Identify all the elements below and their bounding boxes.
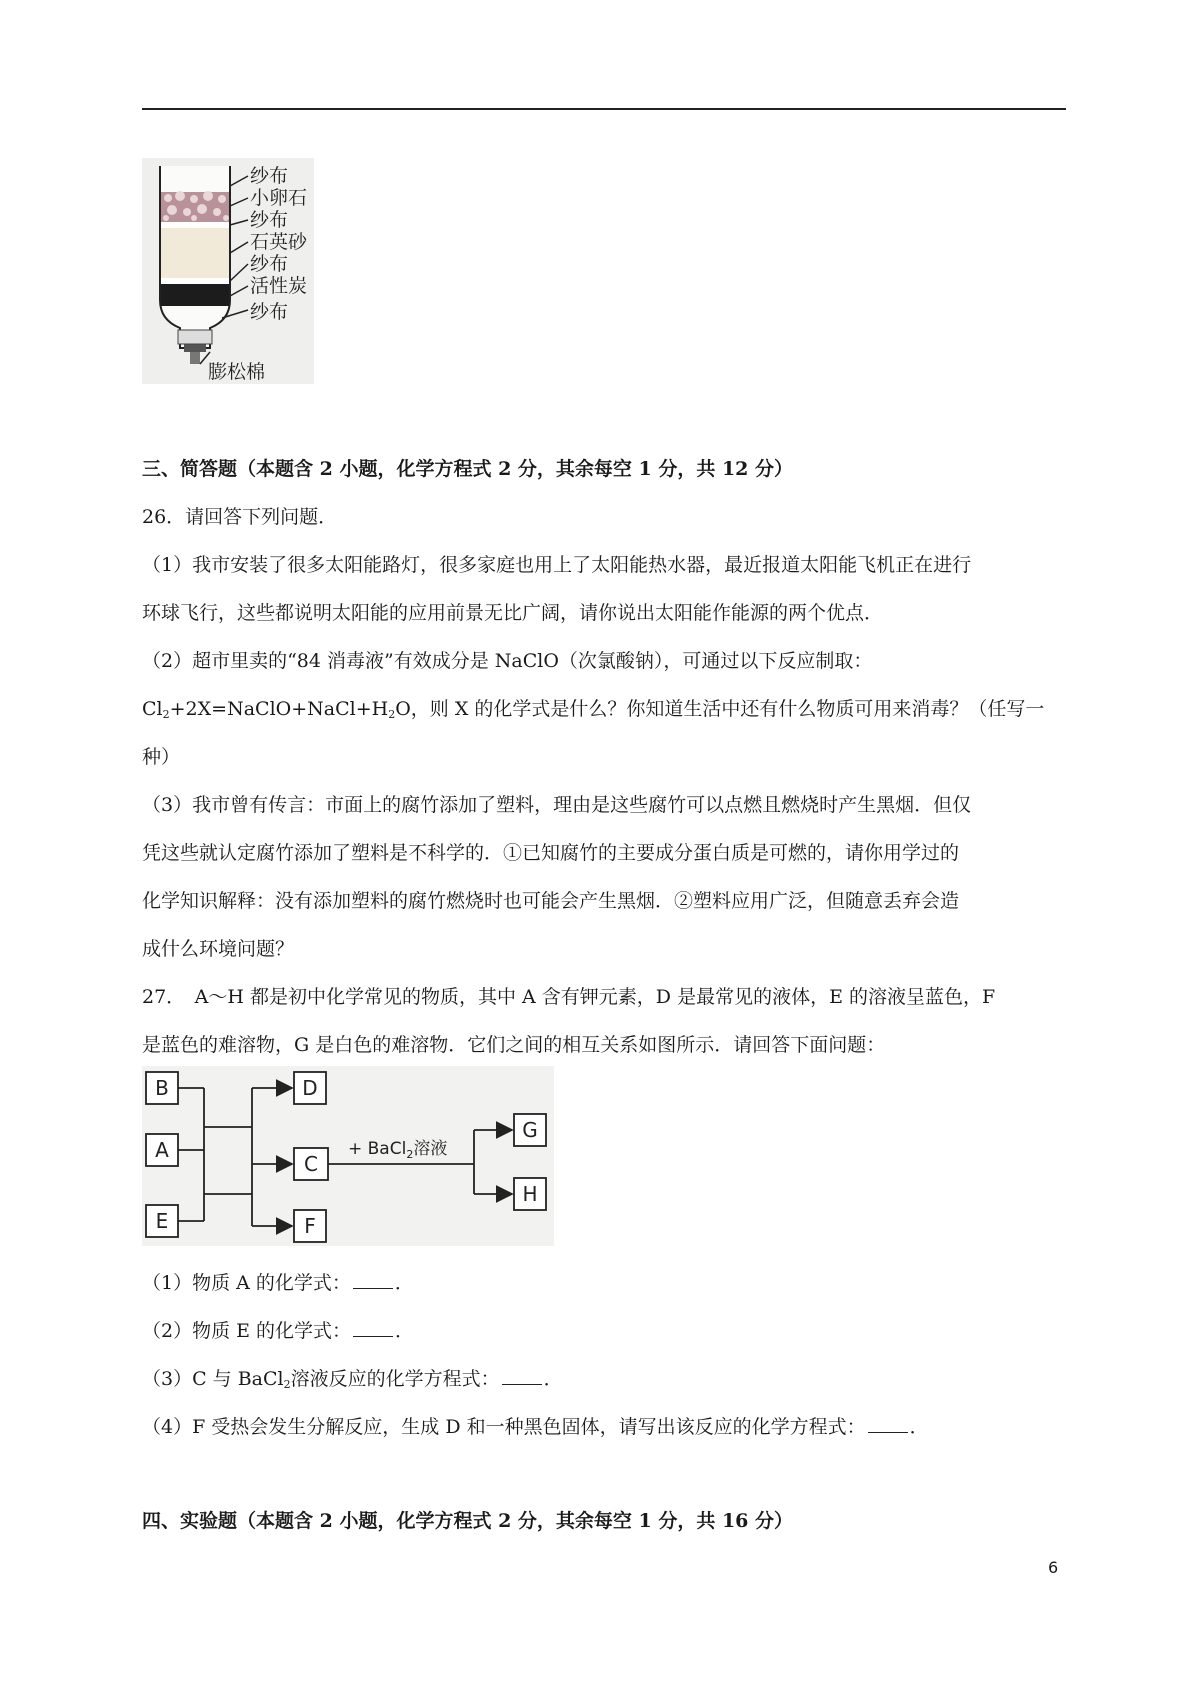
node-a: A: [155, 1138, 169, 1162]
q27-sub3-b: 溶液反应的化学方程式：: [290, 1368, 500, 1390]
q26-p3-line2: 凭这些就认定腐竹添加了塑料是不科学的．①已知腐竹的主要成分蛋白质是可燃的，请你用学过的: [142, 842, 960, 864]
answer-blank-4[interactable]: [868, 1414, 908, 1433]
node-f: F: [304, 1214, 316, 1238]
node-h: H: [522, 1182, 538, 1206]
filter-label-gauze-1: 纱布: [250, 165, 289, 187]
q27-sub2-text: （2）物质 E 的化学式：: [142, 1320, 352, 1342]
q26-eq-part-c: O，则 X 的化学式是什么？你知道生活中还有什么物质可用来消毒？（任写一: [395, 698, 1045, 720]
q26-p2-line3: 种）: [142, 746, 181, 768]
reagent-sub: 2: [406, 1148, 414, 1161]
answer-blank-3[interactable]: [502, 1366, 542, 1385]
water-filter-figure: [142, 158, 314, 384]
reagent-label: [348, 1139, 447, 1161]
q27-sub3: [142, 1366, 563, 1398]
q26-eq-sub2: 2: [388, 708, 396, 721]
q26-p2-equation-line: [142, 696, 1044, 728]
q27-sub1-text: （1）物质 A 的化学式：: [142, 1272, 351, 1294]
node-b: B: [155, 1076, 169, 1100]
filter-label-gauze-3: 纱布: [250, 253, 289, 275]
filter-label-pebbles: 小卵石: [250, 187, 308, 209]
q26-p3-line4: 成什么环境问题？: [142, 938, 295, 960]
q26-eq-part-a: Cl: [142, 698, 163, 720]
q27-sub3-period: ．: [543, 1368, 563, 1390]
q27-stem-line2: 是蓝色的难溶物，G 是白色的难溶物．它们之间的相互关系如图所示．请回答下面问题：: [142, 1034, 886, 1056]
q27-sub4-text: （4）F 受热会发生分解反应，生成 D 和一种黑色固体，请写出该反应的化学方程式：: [142, 1416, 866, 1438]
answer-blank-2[interactable]: [353, 1318, 393, 1337]
q27-sub2-period: ．: [395, 1320, 415, 1342]
filter-label-cotton: 膨松棉: [208, 361, 266, 383]
filter-label-gauze-2: 纱布: [250, 209, 289, 231]
q26-eq-part-b: +2X=NaClO+NaCl+H: [169, 698, 389, 720]
filter-label-quartz-sand: 石英砂: [250, 231, 308, 253]
q27-sub3-a: （3）C 与 BaCl: [142, 1368, 284, 1390]
answer-blank-1[interactable]: [353, 1270, 393, 1289]
q27-sub4: [142, 1414, 929, 1440]
reagent-part-b: 溶液: [413, 1139, 448, 1159]
q27-relationship-diagram: [142, 1066, 554, 1246]
q27-sub1-period: ．: [394, 1272, 414, 1294]
filter-label-activated-carbon: 活性炭: [250, 275, 308, 297]
node-e: E: [155, 1209, 169, 1233]
q26-p1-line2: 环球飞行，这些都说明太阳能的应用前景无比广阔，请你说出太阳能作能源的两个优点．: [142, 602, 884, 624]
section4-heading: 四、实验题（本题含 2 小题，化学方程式 2 分，其余每空 1 分，共 16 分）: [142, 1510, 794, 1532]
q26-p3-line1: （3）我市曾有传言：市面上的腐竹添加了塑料，理由是这些腐竹可以点燃且燃烧时产生黑烟．但仅: [142, 794, 972, 816]
q27-sub4-period: ．: [909, 1416, 929, 1438]
filter-label-gauze-4: 纱布: [250, 301, 289, 323]
header-rule: [142, 108, 1066, 110]
reagent-part-a: + BaCl: [348, 1139, 407, 1159]
q26-eq-sub1: 2: [162, 708, 170, 721]
q26-stem: 26．请回答下列问题．: [142, 506, 338, 528]
section3-heading: 三、简答题（本题含 2 小题，化学方程式 2 分，其余每空 1 分，共 12 分）: [142, 458, 794, 480]
q26-p3-line3: 化学知识解释：没有添加塑料的腐竹燃烧时也可能会产生黑烟．②塑料应用广泛，但随意丢弃会造: [142, 890, 960, 912]
page-number: 6: [1048, 1558, 1059, 1577]
node-g: G: [522, 1118, 538, 1142]
q27-sub2: [142, 1318, 414, 1344]
node-d: D: [302, 1076, 318, 1100]
q27-sub3-sub: 2: [283, 1378, 291, 1391]
q27-stem-line1: 27． A～H 都是初中化学常见的物质，其中 A 含有钾元素，D 是最常见的液体，E 的溶液呈蓝色，F: [142, 986, 996, 1008]
q27-sub1: [142, 1270, 414, 1296]
q26-p1-line1: （1）我市安装了很多太阳能路灯，很多家庭也用上了太阳能热水器，最近报道太阳能飞机正在进行: [142, 554, 972, 576]
node-c: C: [304, 1152, 318, 1176]
q26-p2-line1: （2）超市里卖的“84 消毒液”有效成分是 NaClO（次氯酸钠），可通过以下反应制取：: [142, 650, 873, 672]
